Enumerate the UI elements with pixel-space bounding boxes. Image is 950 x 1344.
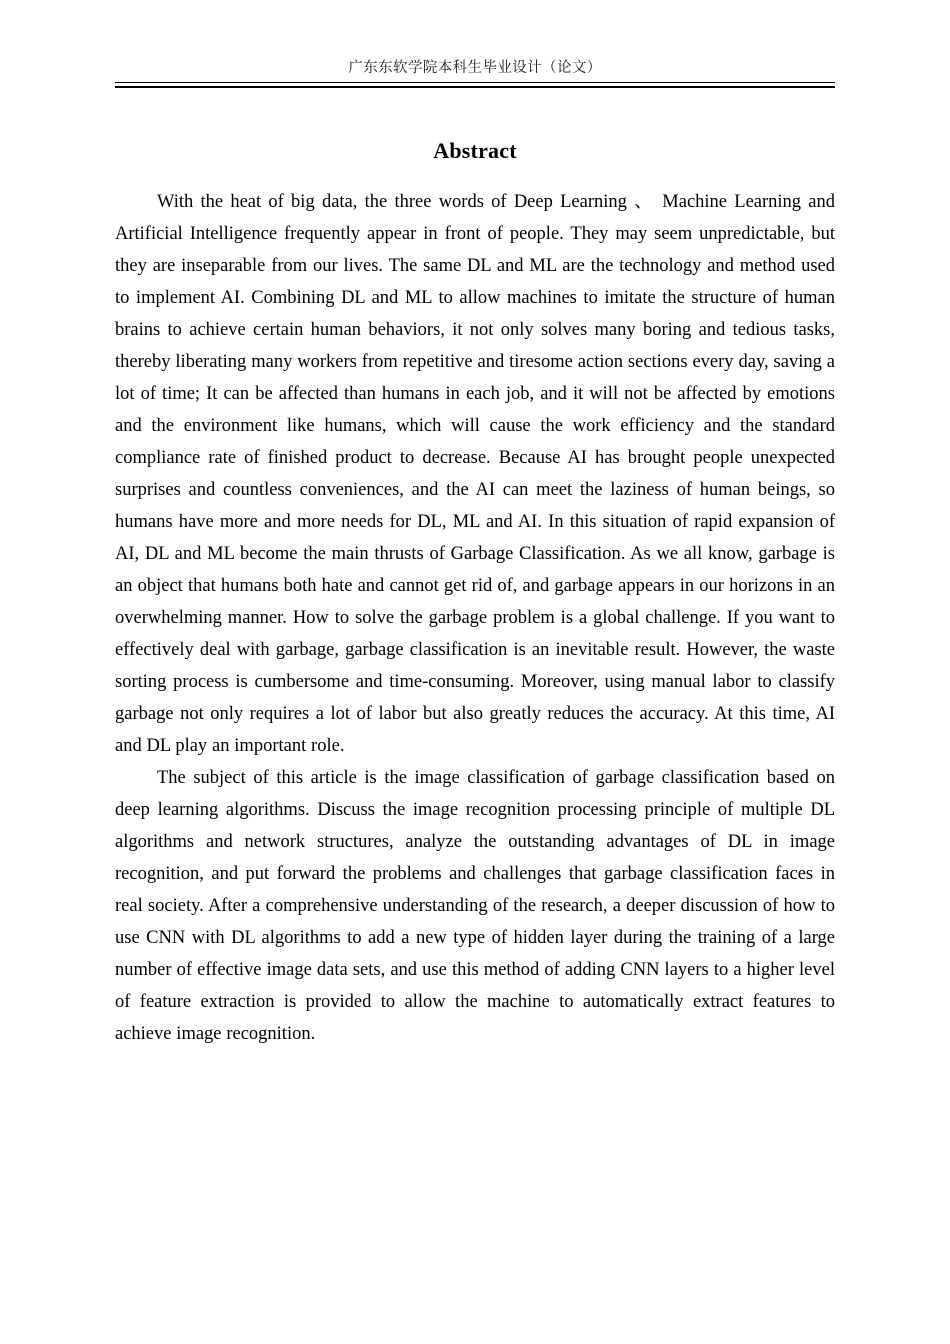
running-header-title: 广东东软学院本科生毕业设计（论文） [348,60,602,76]
document-body [115,136,835,1050]
abstract-paragraph-2: The subject of this article is the image classification of garbage classification based on deep learning algorithms. Discuss the image recognition processing principle of multiple DL algorithms and network structures, analyze the outstanding advantages of DL in image recognition, and put forward the problems and challenges that garbage classification faces in real society. After a comprehensive understanding of the research, a deeper discussion of how to use CNN with DL algorithms to add a new type of hidden layer during the training of a large number of effective image data sets, and use this method of adding CNN layers to a higher level of feature extraction is provided to allow the machine to automatically extract features to achieve image recognition. [115,768,835,1044]
abstract-paragraph-1: With the heat of big data, the three words of Deep Learning 、 Machine Learning and Artificial Intelligence frequently appear in front of people. They may seem unpredictable, but they are inseparable from our lives. The same DL and ML are the technology and method used to implement AI. Combining DL and ML to allow machines to imitate the structure of human brains to achieve certain human behaviors, it not only solves many boring and tedious tasks, thereby liberating many workers from repetitive and tiresome action sections every day, saving a lot of time; It can be affected than humans in each job, and it will not be affected by emotions and the environment like humans, which will cause the work efficiency and the standard compliance rate of finished product to decrease. Because AI has brought people unexpected surprises and countless conveniences, and the AI can meet the laziness of human beings, so humans have more and more needs for DL, ML and AI. In this situation of rapid expansion of AI, DL and ML become the main thrusts of Garbage Classification. As we all know, garbage is an object that humans both hate and cannot get rid of, and garbage appears in our horizons in an overwhelming manner. How to solve the garbage problem is a global challenge. If you want to effectively deal with garbage, garbage classification is an inevitable result. However, the waste sorting process is cumbersome and time-consuming. Moreover, using manual labor to classify garbage not only requires a lot of labor but also greatly reduces the accuracy. At this time, AI and DL play an important role. [115,192,835,756]
running-header [115,58,835,96]
page-title: Abstract [433,138,517,163]
header-double-rule [115,82,835,88]
